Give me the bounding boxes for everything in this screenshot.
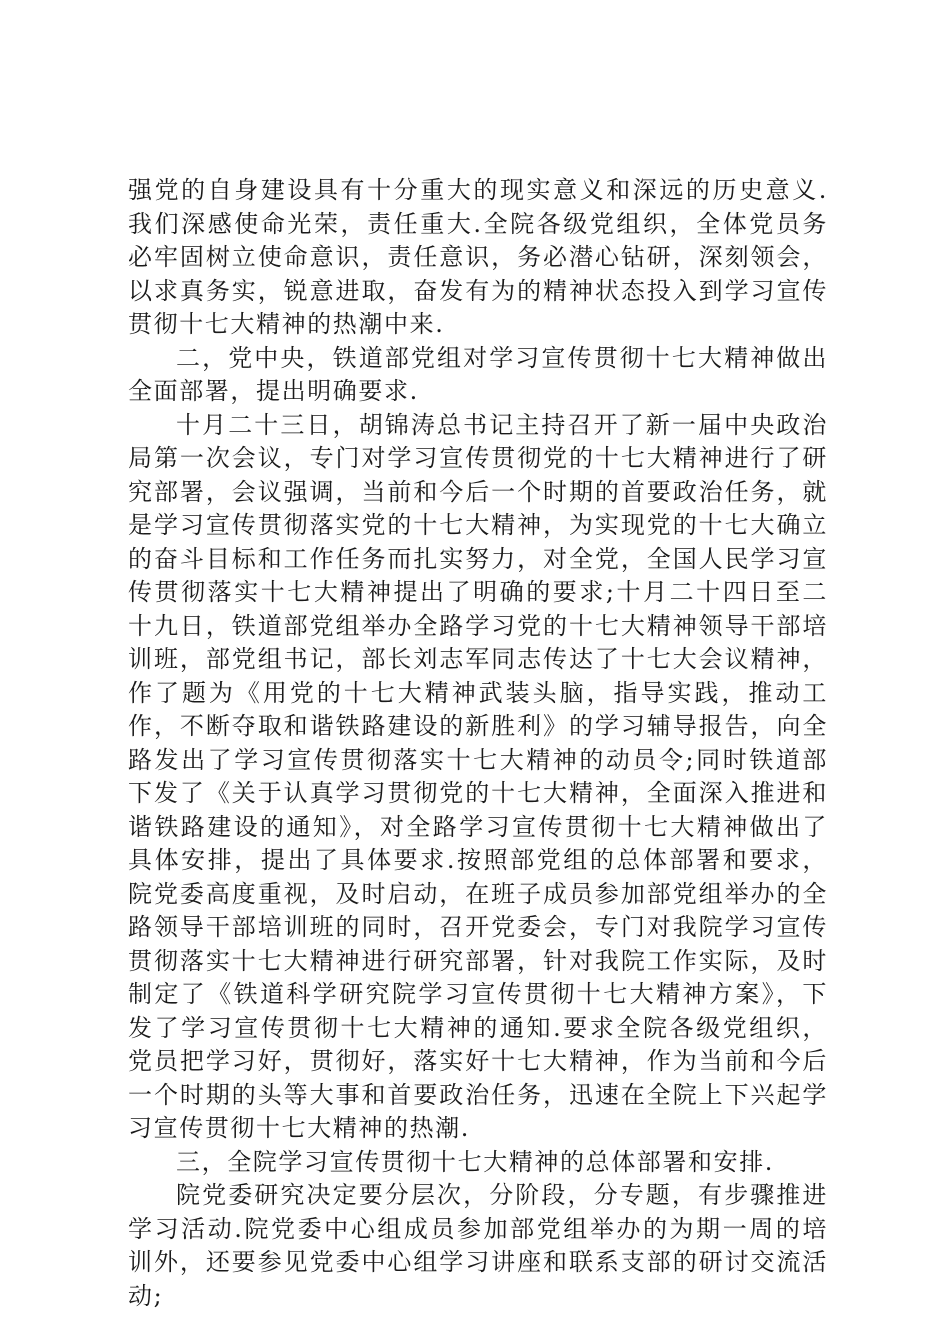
section-heading-three: 三，全院学习宣传贯彻十七大精神的总体部署和安排. <box>176 1147 775 1176</box>
paragraph-body: 十月二十三日，胡锦涛总书记主持召开了新一届中央政治局第一次会议，专门对学习宣传贯彻党的十七大精神进行了研究部署，会议强调，当前和今后一个时期的首要政治任务，就是学习宣传贯彻落实党的十七大精神，为实现党的十七大确立的奋斗目标和工作任务而扎实努力，对全党，全国人民学习宣传贯彻落实十七大精神提出了明确的要求;十月二十四日至二十九日，铁道部党组举办全路学习党的十七大精神领导干部培训班，部党组书记，部长刘志军同志传达了十七大会议精神，作了题为《用党的十七大精神武装头脑，指导实践，推动工作，不断夺取和谐铁路建设的新胜利》的学习辅导报告，向全路发出了学习宣传贯彻落实十七大精神的动员令;同时铁道部下发了《关于认真学习贯彻党的十七大精神，全面深入推进和谐铁路建设的通知》，对全路学习宣传贯彻十七大精神做出了具体安排，提出了具体要求.按照部党组的总体部署和要求，院党委高度重视，及时启动，在班子成员参加部党组举办的全路领导干部培训班的同时，召开党委会，专门对我院学习宣传贯彻落实十七大精神进行研究部署，针对我院工作实际，及时制定了《铁道科学研究院学习宣传贯彻十七大精神方案》，下发了学习宣传贯彻十七大精神的通知.要求全院各级党组织，党员把学习好，贯彻好，落实好十七大精神，作为当前和今后一个时期的头等大事和首要政治任务，迅速在全院上下兴起学习宣传贯彻十七大精神的热潮. <box>128 410 828 1142</box>
document-body <box>128 174 828 1313</box>
paragraph-continuation: 强党的自身建设具有十分重大的现实意义和深远的历史意义.我们深感使命光荣，责任重大.全院各级党组织，全体党员务必牢固树立使命意识，责任意识，务必潜心钻研，深刻领会，以求真务实，锐意进取，奋发有为的精神状态投入到学习宣传贯彻十七大精神的热潮中来. <box>128 176 828 338</box>
paragraph-body: 院党委研究决定要分层次，分阶段，分专题，有步骤推进学习活动.院党委中心组成员参加部党组举办的为期一周的培训外，还要参见党委中心组学习讲座和联系支部的研讨交流活动; <box>128 1181 828 1310</box>
section-heading-two: 二，党中央，铁道部党组对学习宣传贯彻十七大精神做出全面部署，提出明确要求. <box>128 343 828 405</box>
